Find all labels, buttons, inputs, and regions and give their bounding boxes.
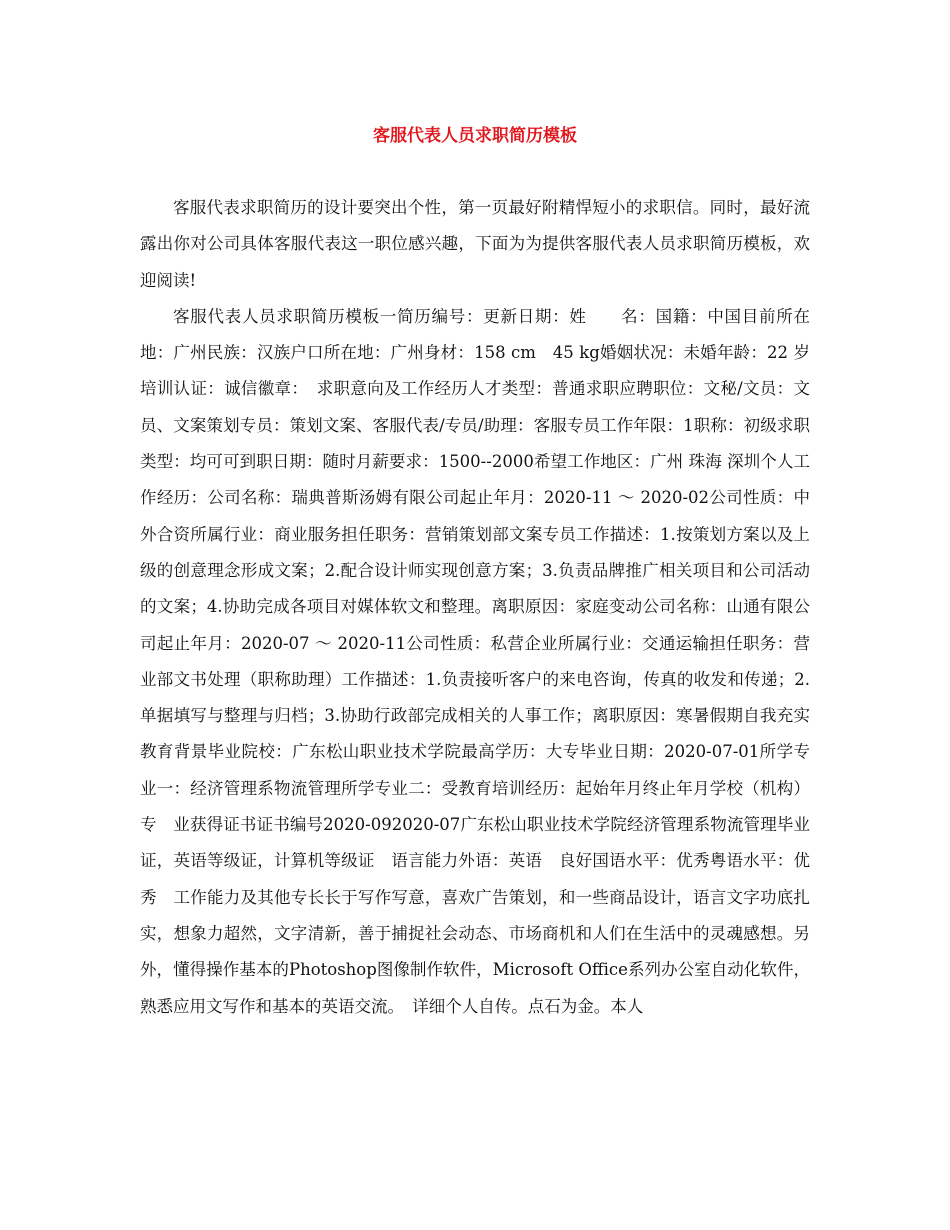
document-body: [140, 190, 827, 1025]
intro-paragraph: 客服代表求职简历的设计要突出个性，第一页最好附精悍短小的求职信。同时，最好流露出你对公司具体客服代表这一职位感兴趣，下面为为提供客服代表人员求职简历模板，欢迎阅读!: [140, 198, 810, 290]
resume-paragraph: 客服代表人员求职简历模板一简历编号：更新日期：姓 名：国籍：中国目前所在地：广州民族：汉族户口所在地：广州身材：158 cm 45 kg婚姻状况：未婚年龄：22 岁培训认证：诚信徽章： 求职意向及工作经历人才类型：普通求职应聘职位：文秘/文员：文员、文案策划专员：策划文案、客服代表/专员/助理：客服专员工作年限：1职称：初级求职类型：均可可到职日期：随时月薪要求：1500--2000希望工作地区：广州 珠海 深圳个人工作经历：公司名称：瑞典普斯汤姆有限公司起止年月：2020-11 ～ 2020-02公司性质：中外合资所属行业：商业服务担任职务：营销策划部文案专员工作描述：1.按策划方案以及上级的创意理念形成文案；2.配合设计师实现创意方案；3.负责品牌推广相关项目和公司活动的文案；4.协助完成各项目对媒体软文和整理。离职原因：家庭变动公司名称：山通有限公司起止年月：2020-07 ～ 2020-11公司性质：私营企业所属行业：交通运输担任职务：营业部文书处理（职称助理）工作描述：1.负责接听客户的来电咨询，传真的收发和传递；2.单据填写与整理与归档；3.协助行政部完成相关的人事工作；离职原因：寒暑假期自我充实 教育背景毕业院校：广东松山职业技术学院最高学历：大专毕业日期：2020-07-01所学专业一：经济管理系物流管理所学专业二：受教育培训经历：起始年月终止年月学校（机构）专 业获得证书证书编号2020-092020-07广东松山职业技术学院经济管理系物流管理毕业证，英语等级证，计算机等级证 语言能力外语：英语 良好国语水平：优秀粤语水平：优秀 工作能力及其他专长长于写作写意，喜欢广告策划，和一些商品设计，语言文字功底扎实，想象力超然，文字清新，善于捕捉社会动态、市场商机和人们在生活中的灵魂感想。另外，懂得操作基本的Photoshop图像制作软件，Microsoft Office系列办公室自动化软件，熟悉应用文写作和基本的英语交流。 详细个人自传。点石为金。本人: [140, 306, 827, 1016]
document-title: 客服代表人员求职简历模板: [373, 126, 577, 146]
